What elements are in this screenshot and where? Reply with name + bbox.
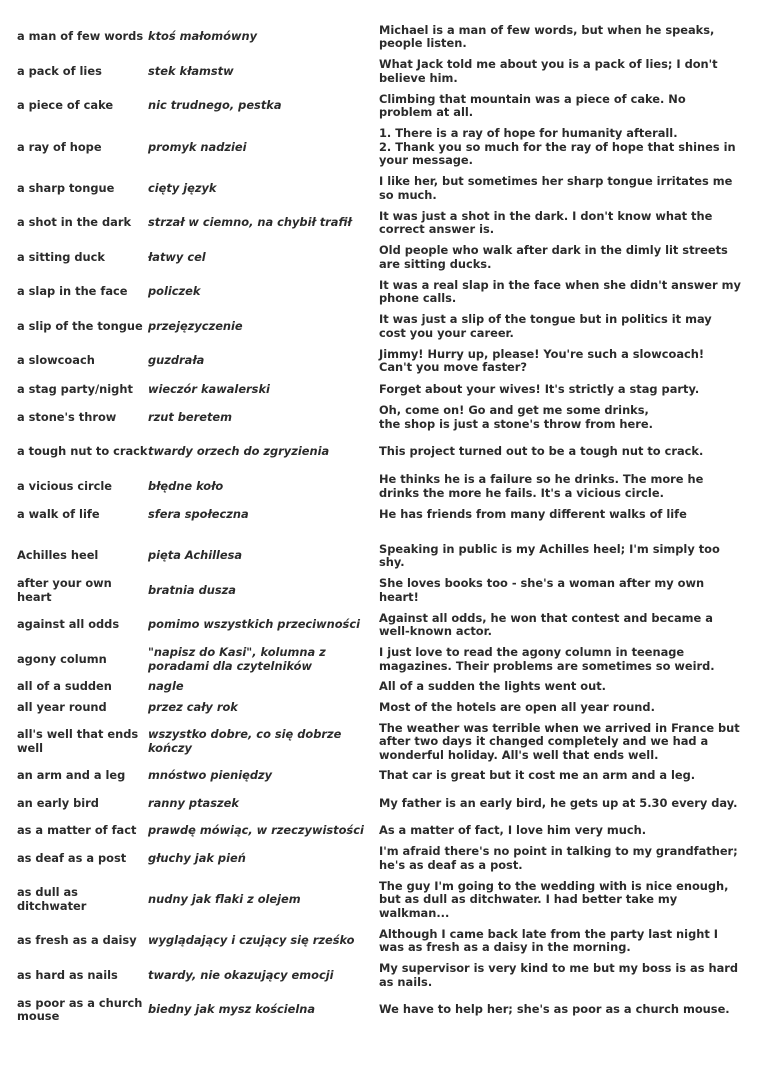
idiom-translation: biedny jak mysz kościelna [148,1002,316,1017]
table-row [0,643,760,678]
idiom-example: The guy I'm going to the wedding with is nice enough, but as dull as ditchwater. I had better take my walkman... [379,878,729,920]
idiom-example: My father is an early bird, he gets up at 5.30 every day. [379,795,738,810]
idiom-term: a piece of cake [17,98,114,113]
idiom-translation: sfera społeczna [148,507,249,522]
idiom-translation: łatwy cel [148,249,206,264]
idiom-translation: wieczór kawalerski [148,381,270,396]
table-row [0,401,760,436]
idiom-translation: promyk nadziei [148,139,247,154]
table-row [0,959,760,994]
idiom-translation: głuchy jak pień [148,850,246,865]
idiom-example: She loves books too - she's a woman after my own heart! [379,576,705,604]
idiom-example: I'm afraid there's no point in talking to my grandfather; he's as deaf as a post. [379,844,738,872]
table-row [0,718,760,766]
idiom-translation: ktoś małomówny [148,29,257,44]
idiom-term: a walk of life [17,507,100,522]
idiom-example: Old people who walk after dark in the dimly lit streets are sitting ducks. [379,243,728,271]
table-row [0,89,760,124]
idiom-translation: błędne koło [148,478,224,493]
table-row [0,241,760,276]
table-row [0,275,760,310]
table-row [0,172,760,207]
idiom-example: Forget about your wives! It's strictly a stag party. [379,381,700,396]
idiom-translation: guzdrała [148,353,205,368]
table-row [0,608,760,643]
idiom-term: a pack of lies [17,63,102,78]
idiom-example: It was just a shot in the dark. I don't know what the correct answer is. [379,208,713,237]
idiom-example: The weather was terrible when we arrived in France but after two days it changed completely and we had a wonderful holiday. All's well that ends well. [379,720,740,762]
table-row [0,993,760,1028]
table-row [0,310,760,345]
idiom-example: Jimmy! Hurry up, please! You're such a slowcoach! Can't you move faster? [379,346,705,375]
idioms-section-a [0,20,760,526]
table-row [0,924,760,959]
idiom-translation: wyglądający i czujący się rześko [148,933,355,948]
idiom-term: all of a sudden [17,679,112,694]
idiom-translation: przejęzyczenie [148,318,243,333]
idiom-term: a shot in the dark [17,215,132,230]
idiom-example: Climbing that mountain was a piece of cake. No problem at all. [379,91,686,120]
idiom-example: Although I came back late from the party last night I was as fresh as a daisy in the morning. [379,926,718,955]
idiom-translation: strzał w ciemno, na chybił trafił [148,215,352,230]
idiom-example: I like her, but sometimes her sharp tongue irritates me so much. [379,174,733,202]
idiom-term: a slip of the tongue [17,318,143,333]
idiom-term: a slowcoach [17,353,95,368]
idiom-example: It was just a slip of the tongue but in politics it may cost you your career. [379,312,712,340]
table-row [0,55,760,90]
table-row [0,876,760,924]
idiom-example: This project turned out to be a tough nut to crack. [379,444,704,459]
idiom-example: What Jack told me about you is a pack of lies; I don't believe him. [379,57,718,85]
idiom-example: Michael is a man of few words, but when he speaks, people listen. [379,22,715,51]
idiom-example: He has friends from many different walks of life [379,507,687,522]
idiom-translation: pięta Achillesa [148,548,243,563]
table-row [0,20,760,55]
idiom-term: a vicious circle [17,478,112,493]
idiom-translation: cięty język [148,180,217,195]
table-row [0,379,760,401]
idiom-translation: bratnia dusza [148,582,236,597]
idiom-translation: przez cały rok [148,699,238,714]
idiom-term: an arm and a leg [17,768,126,783]
idiom-term: as deaf as a post [17,850,127,865]
idiom-example: We have to help her; she's as poor as a church mouse. [379,1002,730,1017]
idiom-term: a man of few words [17,29,144,44]
table-row [0,206,760,241]
idiom-example: My supervisor is very kind to me but my boss is as hard as nails. [379,961,739,989]
idiom-translation: prawdę mówiąc, w rzeczywistości [148,823,364,838]
idiom-term: all's well that ends well [17,727,139,755]
table-row [0,539,760,574]
idiom-term: agony column [17,651,107,666]
idiom-term: as a matter of fact [17,823,137,838]
table-row [0,435,760,470]
idiom-translation: nagle [148,679,184,694]
table-row [0,766,760,787]
idiom-term: as hard as nails [17,967,118,982]
idiom-term: a ray of hope [17,139,102,154]
idiom-term: a sharp tongue [17,180,115,195]
table-row [0,677,760,698]
idiom-translation: twardy orzech do zgryzienia [148,444,330,459]
idioms-section-b [0,539,760,1028]
idiom-term: a sitting duck [17,249,105,264]
idiom-translation: nudny jak flaki z olejem [148,892,301,907]
idiom-example: As a matter of fact, I love him very much. [379,823,647,838]
idiom-example: I just love to read the agony column in teenage magazines. Their problems are sometimes so weird. [379,645,715,673]
idiom-example: Speaking in public is my Achilles heel; I'm simply too shy. [379,541,720,570]
table-row [0,124,760,172]
idiom-term: a tough nut to crack [17,444,148,459]
idiom-translation: ranny ptaszek [148,795,239,810]
table-row [0,821,760,842]
idiom-term: as poor as a church mouse [17,995,143,1024]
idiom-example: 1. There is a ray of hope for humanity afterall. 2. Thank you so much for the ray of hope that shines in your message. [379,126,736,168]
idiom-term: against all odds [17,617,120,632]
idiom-translation: twardy, nie okazujący emocji [148,967,334,982]
idiom-example: Against all odds, he won that contest and became a well-known actor. [379,610,713,639]
table-row [0,344,760,379]
idiom-example: It was a real slap in the face when she didn't answer my phone calls. [379,277,741,306]
idiom-example: Oh, come on! Go and get me some drinks, the shop is just a stone's throw from here. [379,403,653,431]
table-row [0,698,760,719]
table-row [0,504,760,526]
idiom-term: a stag party/night [17,381,133,396]
table-row [0,574,760,609]
idiom-example: That car is great but it cost me an arm and a leg. [379,768,696,783]
idiom-term: after your own heart [17,576,112,604]
idiom-term: as dull as ditchwater [17,885,87,913]
idiom-term: Achilles heel [17,548,99,563]
idiom-example: He thinks he is a failure so he drinks. The more he drinks the more he fails. It's a vicious circle. [379,472,704,500]
idiom-term: an early bird [17,795,99,810]
idiom-term: as fresh as a daisy [17,933,137,948]
idiom-translation: wszystko dobre, co się dobrze kończy [148,727,342,755]
table-row [0,787,760,822]
idiom-example: All of a sudden the lights went out. [379,679,606,694]
idiom-example: Most of the hotels are open all year round. [379,699,655,714]
idiom-translation: policzek [148,284,201,299]
idiom-term: a stone's throw [17,409,117,424]
idiom-term: a slap in the face [17,284,128,299]
table-row [0,470,760,505]
idiom-translation: stek kłamstw [148,63,234,78]
idiom-translation: mnóstwo pieniędzy [148,768,273,783]
idiom-term: all year round [17,699,107,714]
idiom-translation: nic trudnego, pestka [148,98,282,113]
idiom-translation: pomimo wszystkich przeciwności [148,617,360,632]
idiom-translation: "napisz do Kasi", kolumna z poradami dla czytelników [148,645,326,673]
idiom-translation: rzut beretem [148,409,233,424]
table-row [0,842,760,877]
